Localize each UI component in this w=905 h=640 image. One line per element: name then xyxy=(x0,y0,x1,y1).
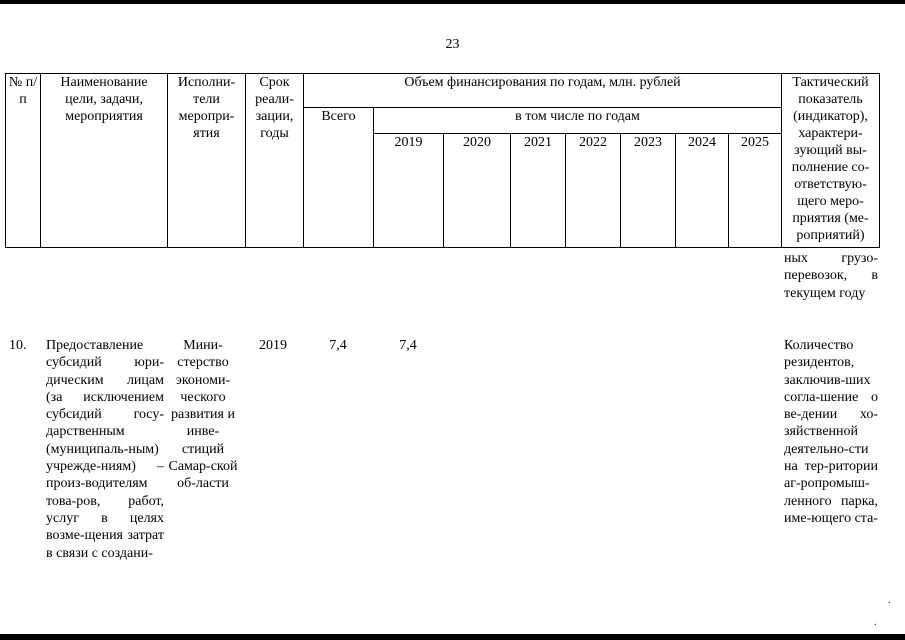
top-border xyxy=(0,0,905,4)
header-col-term: Срок реали-зации, годы xyxy=(246,74,304,248)
row-2019: 7,4 xyxy=(399,338,417,353)
header-col-executor: Исполни-тели меропри-ятия xyxy=(168,74,246,248)
header-table xyxy=(5,73,880,248)
header-col-name: Наименование цели, задачи, мероприятия xyxy=(41,74,168,248)
scan-mark: . xyxy=(874,617,877,628)
header-year: 2023 xyxy=(621,134,676,248)
row-executor: Мини-стерство экономи-ческого развития и инве-стиций Самар-ской об-ласти xyxy=(168,338,238,492)
header-col-total: Всего xyxy=(304,108,374,248)
page-number: 23 xyxy=(445,37,460,52)
header-year: 2022 xyxy=(566,134,621,248)
header-year: 2025 xyxy=(729,134,782,248)
row-name: Предоставление субсидий юри-дическим лицам (за исключением субсидий госу-дарственным (муниципаль-ным) учрежде-ниям) – произ-водителям това-ров, работ, услуг в целях возме-щения затрат в связи с создани- xyxy=(46,338,164,561)
indicator-continuation: ных грузо-перевозок, в текущем году xyxy=(784,251,878,301)
bottom-border xyxy=(0,634,905,640)
header-col-including: в том числе по годам xyxy=(374,108,782,134)
row-term: 2019 xyxy=(259,338,287,353)
header-year: 2019 xyxy=(374,134,444,248)
row-indicator: Количество резидентов, заключив-ших согла-шение о ве-дении хо-зяйственной деятельно-сти на тер-ритории аг-ропромыш-ленного парка, име-ющего ста- xyxy=(784,338,878,526)
header-year: 2024 xyxy=(676,134,729,248)
header-year: 2020 xyxy=(444,134,511,248)
header-year: 2021 xyxy=(511,134,566,248)
scan-mark: . xyxy=(888,595,891,606)
header-col-volume: Объем финансирования по годам, млн. рублей xyxy=(304,74,782,108)
header-col-number: № п/п xyxy=(6,74,41,248)
row-number: 10. xyxy=(9,338,27,353)
row-total: 7,4 xyxy=(329,338,347,353)
header-col-indicator: Тактический показатель (индикатор), характери-зующий вы-полнение со-ответствую-щего меро-приятия (ме-роприятий) xyxy=(782,74,880,248)
